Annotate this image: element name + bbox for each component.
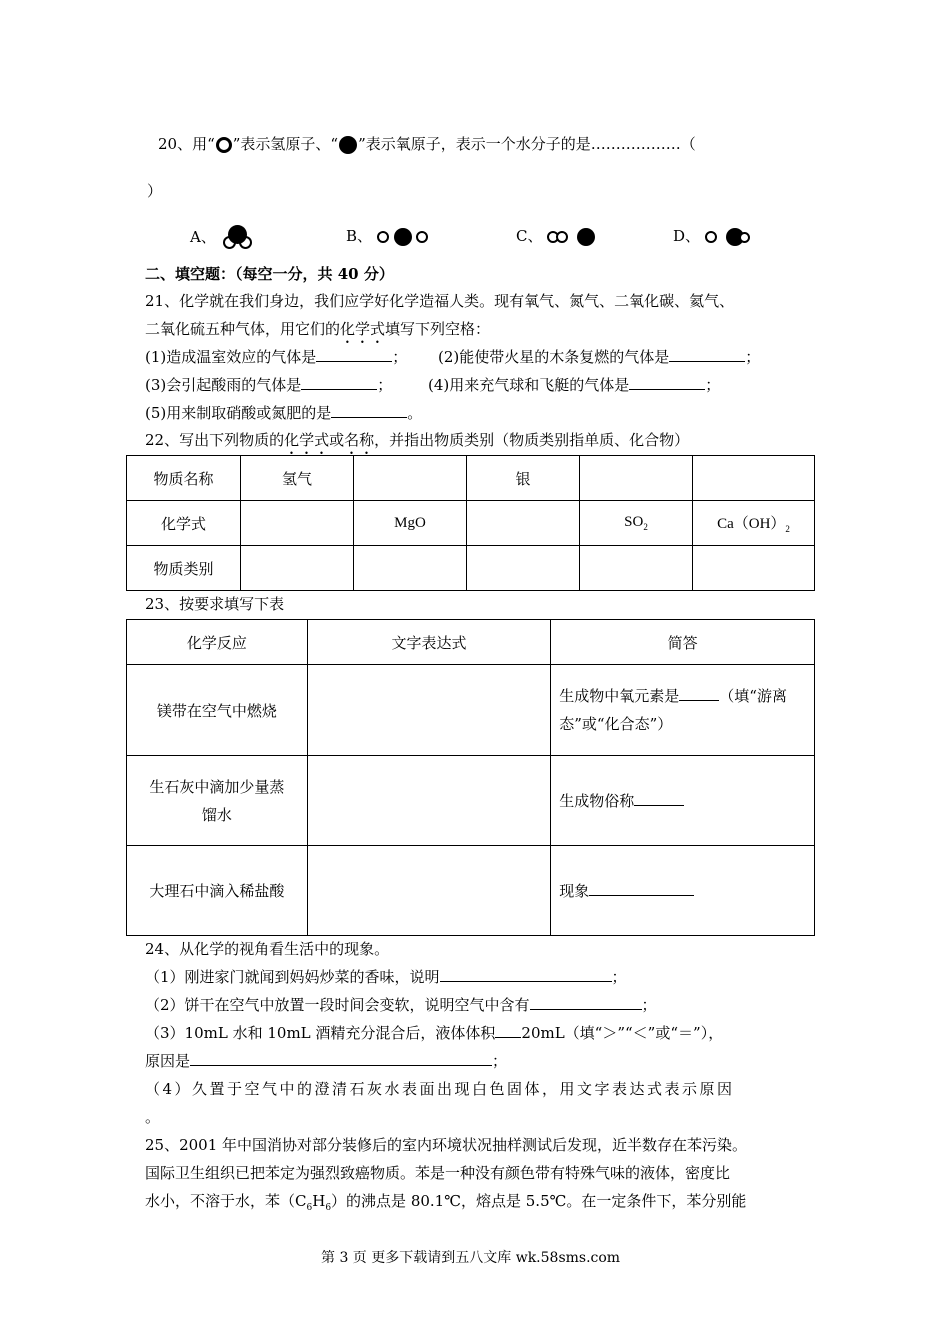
column-header: 化学反应 (127, 620, 308, 665)
q20-option-c[interactable]: C、 (516, 225, 595, 246)
reaction-cell: 生石灰中滴加少量蒸 馏水 (127, 756, 308, 846)
column-header: 简答 (551, 620, 815, 665)
answer-blank[interactable] (301, 375, 377, 390)
table-cell[interactable] (693, 456, 815, 501)
q21-blank-3: (3)会引起酸雨的气体是 ； (145, 376, 393, 394)
answer-blank[interactable] (629, 375, 705, 390)
reaction-cell: 大理石中滴入稀盐酸 (127, 846, 308, 936)
table-cell[interactable] (693, 546, 815, 591)
row-header: 化学式 (127, 501, 241, 546)
q20-close-paren: ） (147, 182, 163, 200)
q21-blank-4: (4)用来充气球和飞艇的气体是 ； (428, 376, 721, 394)
q23-table (126, 619, 815, 936)
q21-line2: 二氧化硫五种气体，用它们的化学式填写下列空格： (145, 320, 491, 338)
table-cell[interactable] (241, 546, 354, 591)
q25-line1: 25、2001 年中国消协对部分装修后的室内环境状况抽样测试后发现，近半数存在苯污染。 (145, 1136, 748, 1154)
column-header: 文字表达式 (307, 620, 551, 665)
q25-line3: 水小，不溶于水，苯$(C_6H_6)$的沸点是 80.1℃，熔点是 5.5℃。在一定条件下，苯分别能 (145, 1192, 747, 1213)
section-title: 二、填空题：（每空一分，共 40 分） (145, 265, 394, 283)
q24-part3: （3）10mL 水和 10mL 酒精充分混合后，液体体积 20mL（填“＞”“＜”或“＝”）， (145, 1024, 724, 1042)
table-cell: 银 (467, 456, 580, 501)
expression-cell[interactable] (307, 756, 551, 846)
answer-blank[interactable] (634, 791, 684, 806)
expression-cell[interactable] (307, 846, 551, 936)
answer-blank[interactable] (589, 881, 694, 896)
answer-cell: 现象 (551, 846, 815, 936)
q24-part2: （2）饼干在空气中放置一段时间会变软，说明空气中含有 ； (145, 996, 657, 1014)
q24-part4: （4）久置于空气中的澄清石灰水表面出现白色固体，用文字表达式表示原因 (145, 1080, 735, 1098)
table-cell[interactable] (580, 546, 693, 591)
row-header: 物质名称 (127, 456, 241, 501)
answer-blank[interactable] (530, 995, 642, 1010)
reaction-cell: 镁带在空气中燃烧 (127, 665, 308, 756)
table-cell[interactable] (354, 456, 467, 501)
answer-cell: 生成物中氧元素是 （填“游离态”或“化合态”） (551, 665, 815, 756)
q24-part1: （1）刚进家门就闻到妈妈炒菜的香味，说明 ； (145, 968, 627, 986)
q20-option-d[interactable]: D、 (673, 225, 750, 246)
hydrogen-atom-icon (705, 231, 717, 243)
table-cell: 氢气 (241, 456, 354, 501)
page-footer: 第 3 页 更多下载请到五八文库 wk.58sms.com (321, 1250, 621, 1266)
q22-title: 22、写出下列物质的化学式或名称，并指出物质类别（物质类别指单质、化合物） (145, 431, 690, 449)
answer-cell: 生成物俗称 (551, 756, 815, 846)
q20-line: 20、用“ ”表示氢原子、“ ”表示氧原子，表示一个水分子的是………………（ (158, 135, 696, 153)
table-cell: $SO_2$ (580, 501, 693, 546)
oxygen-atom-icon (394, 228, 412, 246)
table-cell[interactable] (354, 546, 467, 591)
answer-blank[interactable] (331, 403, 407, 418)
answer-blank[interactable] (669, 347, 745, 362)
table-cell[interactable] (467, 546, 580, 591)
table-cell[interactable] (467, 501, 580, 546)
expression-cell[interactable] (307, 665, 551, 756)
answer-blank[interactable] (679, 686, 719, 701)
answer-blank[interactable] (316, 347, 392, 362)
q20-option-a[interactable]: A、 (190, 225, 257, 251)
hydrogen-atom-icon (416, 231, 428, 243)
molecule-a-icon (221, 225, 257, 251)
q21-blank-1: (1)造成温室效应的气体是 ； (145, 348, 408, 366)
table-cell[interactable] (241, 501, 354, 546)
row-header: 物质类别 (127, 546, 241, 591)
hydrogen-atom-icon (377, 231, 389, 243)
answer-blank[interactable] (190, 1051, 492, 1066)
hydrogen-atom-icon (216, 137, 232, 153)
hydrogen-atom-icon (739, 232, 750, 243)
q24-title: 24、从化学的视角看生活中的现象。 (145, 940, 390, 958)
q21-blank-5: (5)用来制取硝酸或氮肥的是 。 (145, 404, 423, 422)
table-cell: $Ca(OH)_2$ (693, 501, 815, 546)
answer-blank[interactable] (440, 967, 612, 982)
oxygen-atom-icon (577, 228, 595, 246)
table-cell[interactable] (580, 456, 693, 501)
q20-option-b[interactable]: B、 (346, 225, 428, 246)
table-cell: MgO (354, 501, 467, 546)
q24-part4-end: 。 (145, 1108, 161, 1126)
q24-part3-reason: 原因是 ； (145, 1052, 508, 1070)
hydrogen-atom-icon (556, 231, 568, 243)
q23-title: 23、按要求填写下表 (145, 595, 285, 613)
answer-blank[interactable] (495, 1023, 521, 1038)
q21-line1: 21、化学就在我们身边，我们应学好化学造福人类。现有氧气、氮气、二氧化碳、氦气、 (145, 292, 735, 310)
q21-blank-2: (2)能使带火星的木条复燃的气体是 ； (438, 348, 761, 366)
q25-line2: 国际卫生组织已把苯定为强烈致癌物质。苯是一种没有颜色带有特殊气味的液体，密度比 (145, 1164, 731, 1182)
q22-table (126, 455, 815, 591)
oxygen-atom-icon (339, 136, 357, 154)
